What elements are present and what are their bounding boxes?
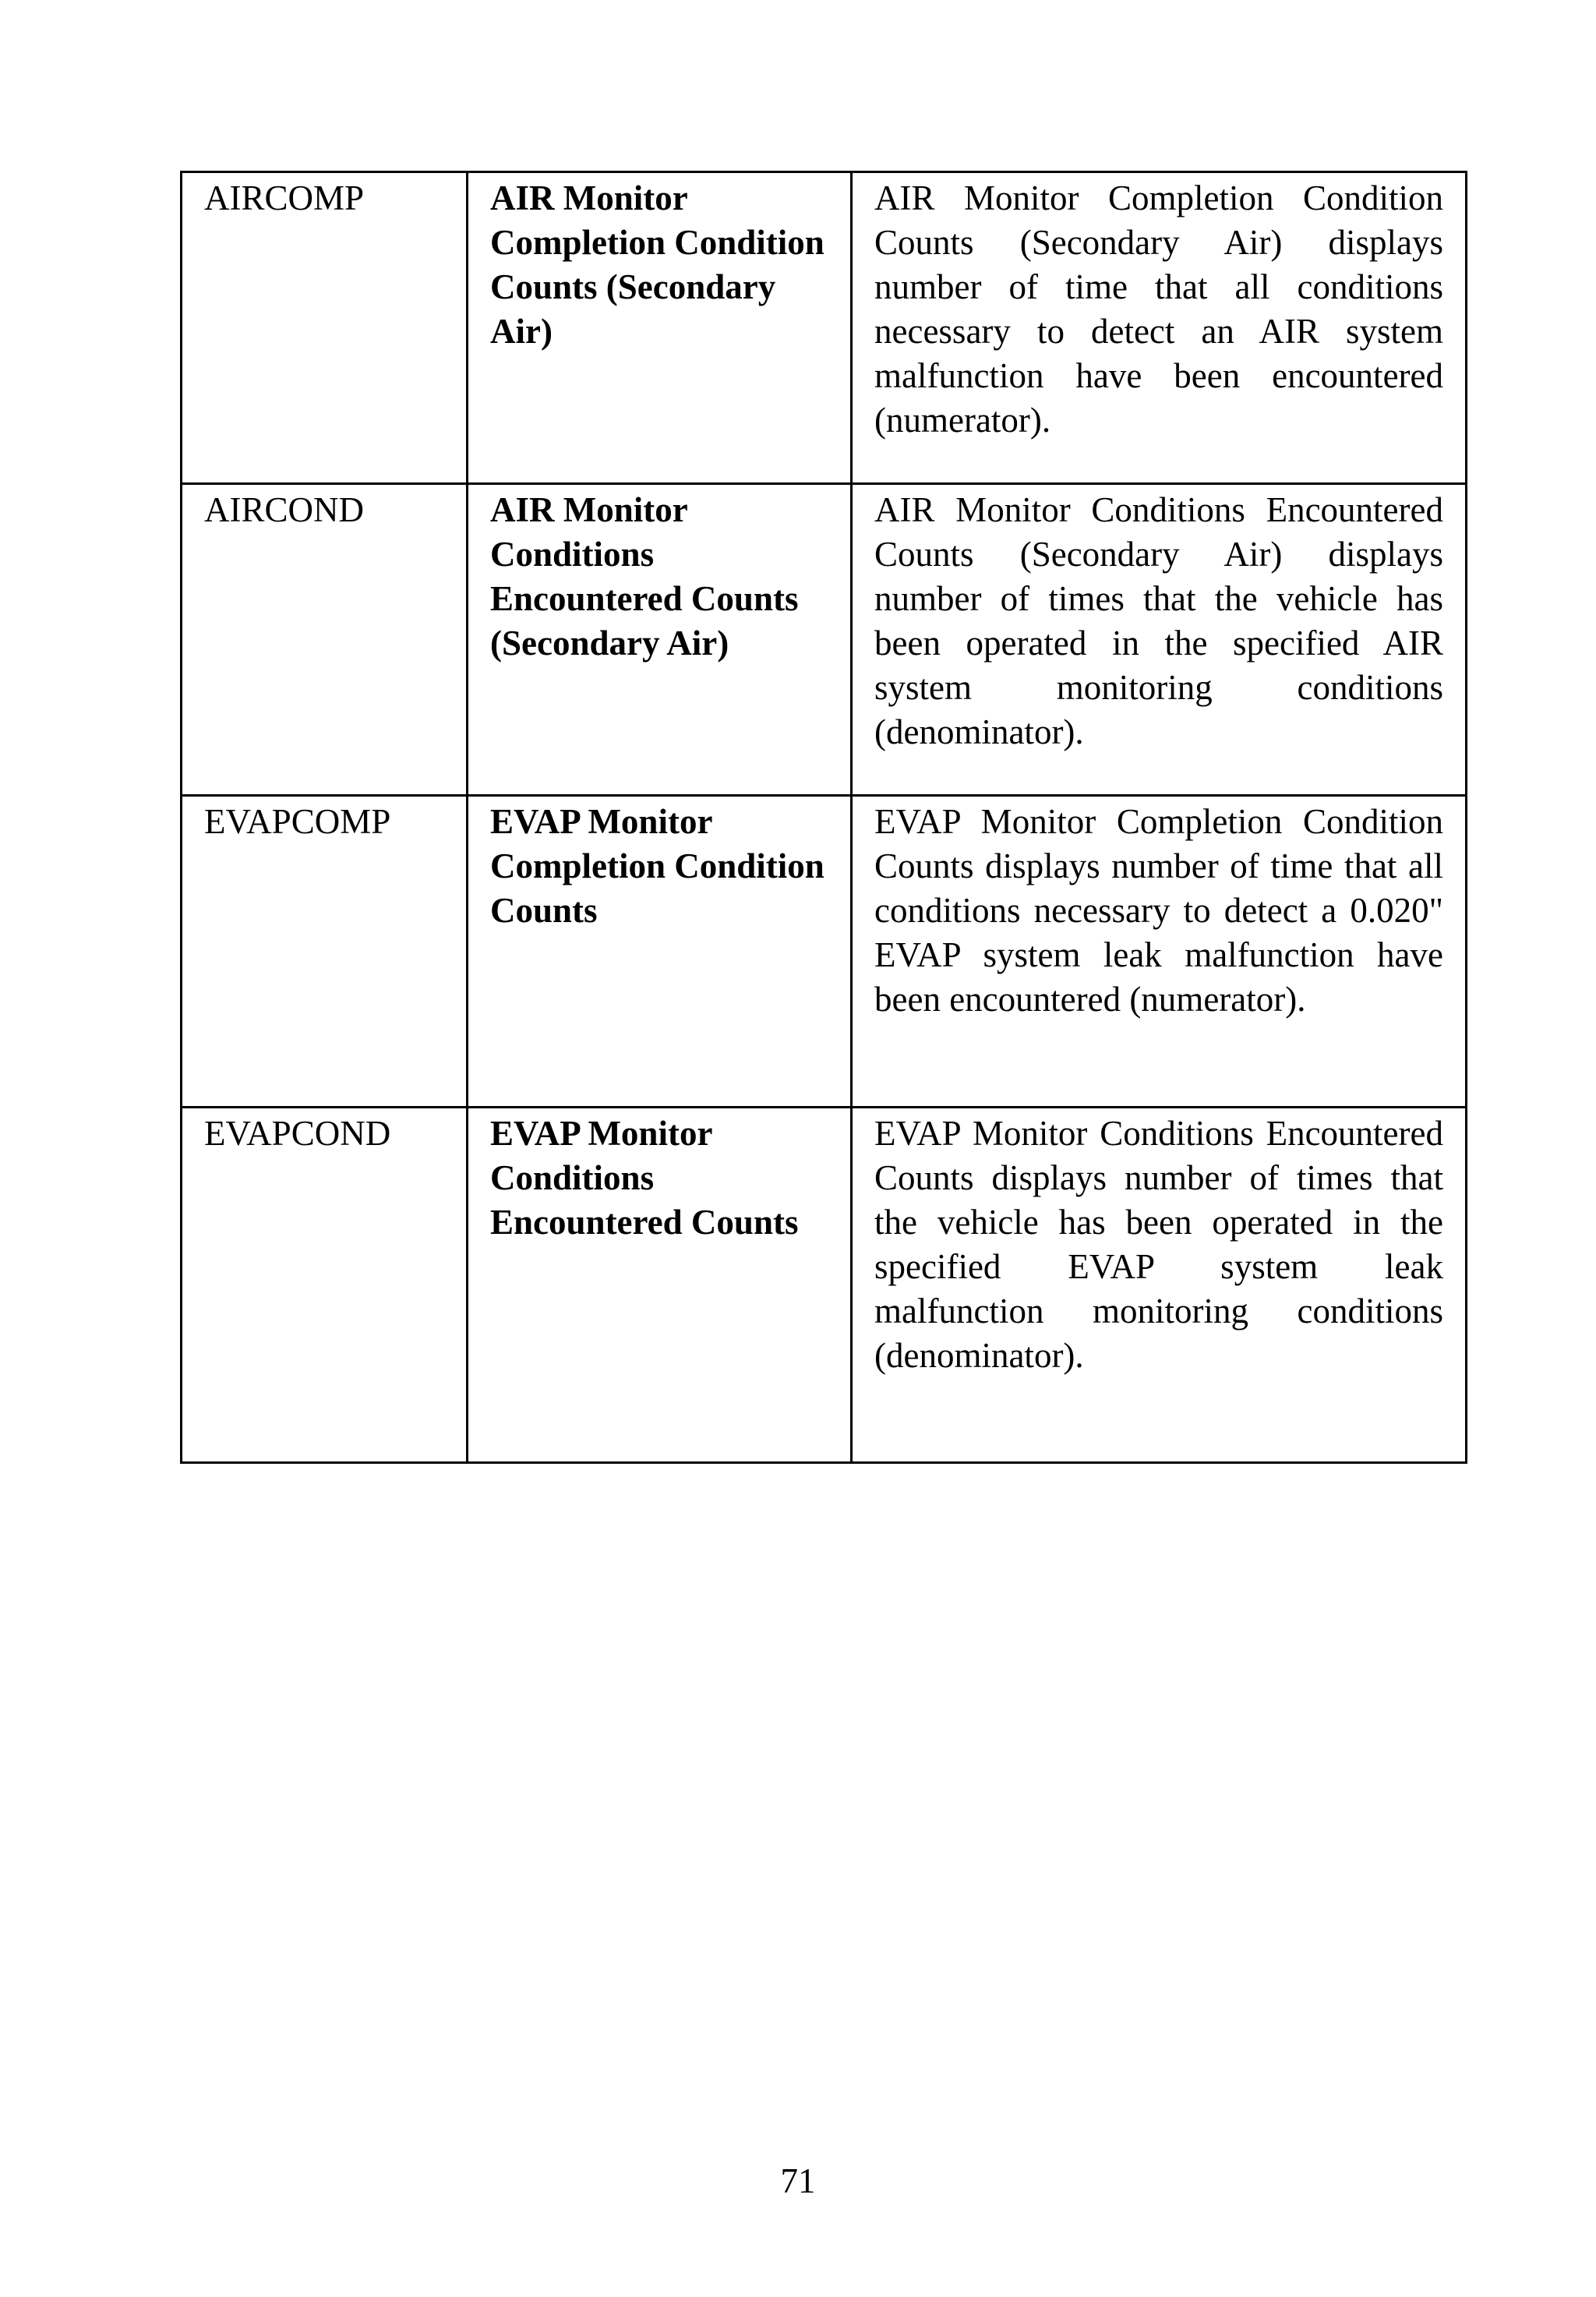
parameter-description-cell: AIR Monitor Completion Condition Counts (Secondary Air) displays number of time that all conditions necessary to detect an AIR system malfunction have been encountered (numerator). bbox=[852, 172, 1467, 484]
table-row bbox=[182, 484, 1467, 796]
parameter-id-cell: EVAPCOMP bbox=[182, 796, 468, 1108]
parameter-description-cell: EVAP Monitor Completion Condition Counts displays number of time that all conditions necessary to detect a 0.020" EVAP system leak malfunction have been encountered (numerator). bbox=[852, 796, 1467, 1108]
parameter-description-cell: EVAP Monitor Conditions Encountered Counts displays number of times that the vehicle has been operated in the specified EVAP system leak malfunction monitoring conditions (denominator). bbox=[852, 1108, 1467, 1463]
parameter-description-cell: AIR Monitor Conditions Encountered Counts (Secondary Air) displays number of times that the vehicle has been operated in the specified AIR system monitoring conditions (denominator). bbox=[852, 484, 1467, 796]
parameter-name-cell: EVAP Monitor Completion Condition Counts bbox=[468, 796, 852, 1108]
table-row bbox=[182, 172, 1467, 484]
parameter-id-cell: AIRCOND bbox=[182, 484, 468, 796]
parameter-name-cell: AIR Monitor Conditions Encountered Counts (Secondary Air) bbox=[468, 484, 852, 796]
parameter-id-cell: EVAPCOND bbox=[182, 1108, 468, 1463]
parameter-id-cell: AIRCOMP bbox=[182, 172, 468, 484]
page-number: 71 bbox=[780, 2161, 816, 2200]
parameter-name-cell: EVAP Monitor Conditions Encountered Counts bbox=[468, 1108, 852, 1463]
table-row bbox=[182, 1108, 1467, 1463]
parameter-name-cell: AIR Monitor Completion Condition Counts (Secondary Air) bbox=[468, 172, 852, 484]
parameter-table bbox=[180, 171, 1467, 1464]
table-row bbox=[182, 796, 1467, 1108]
